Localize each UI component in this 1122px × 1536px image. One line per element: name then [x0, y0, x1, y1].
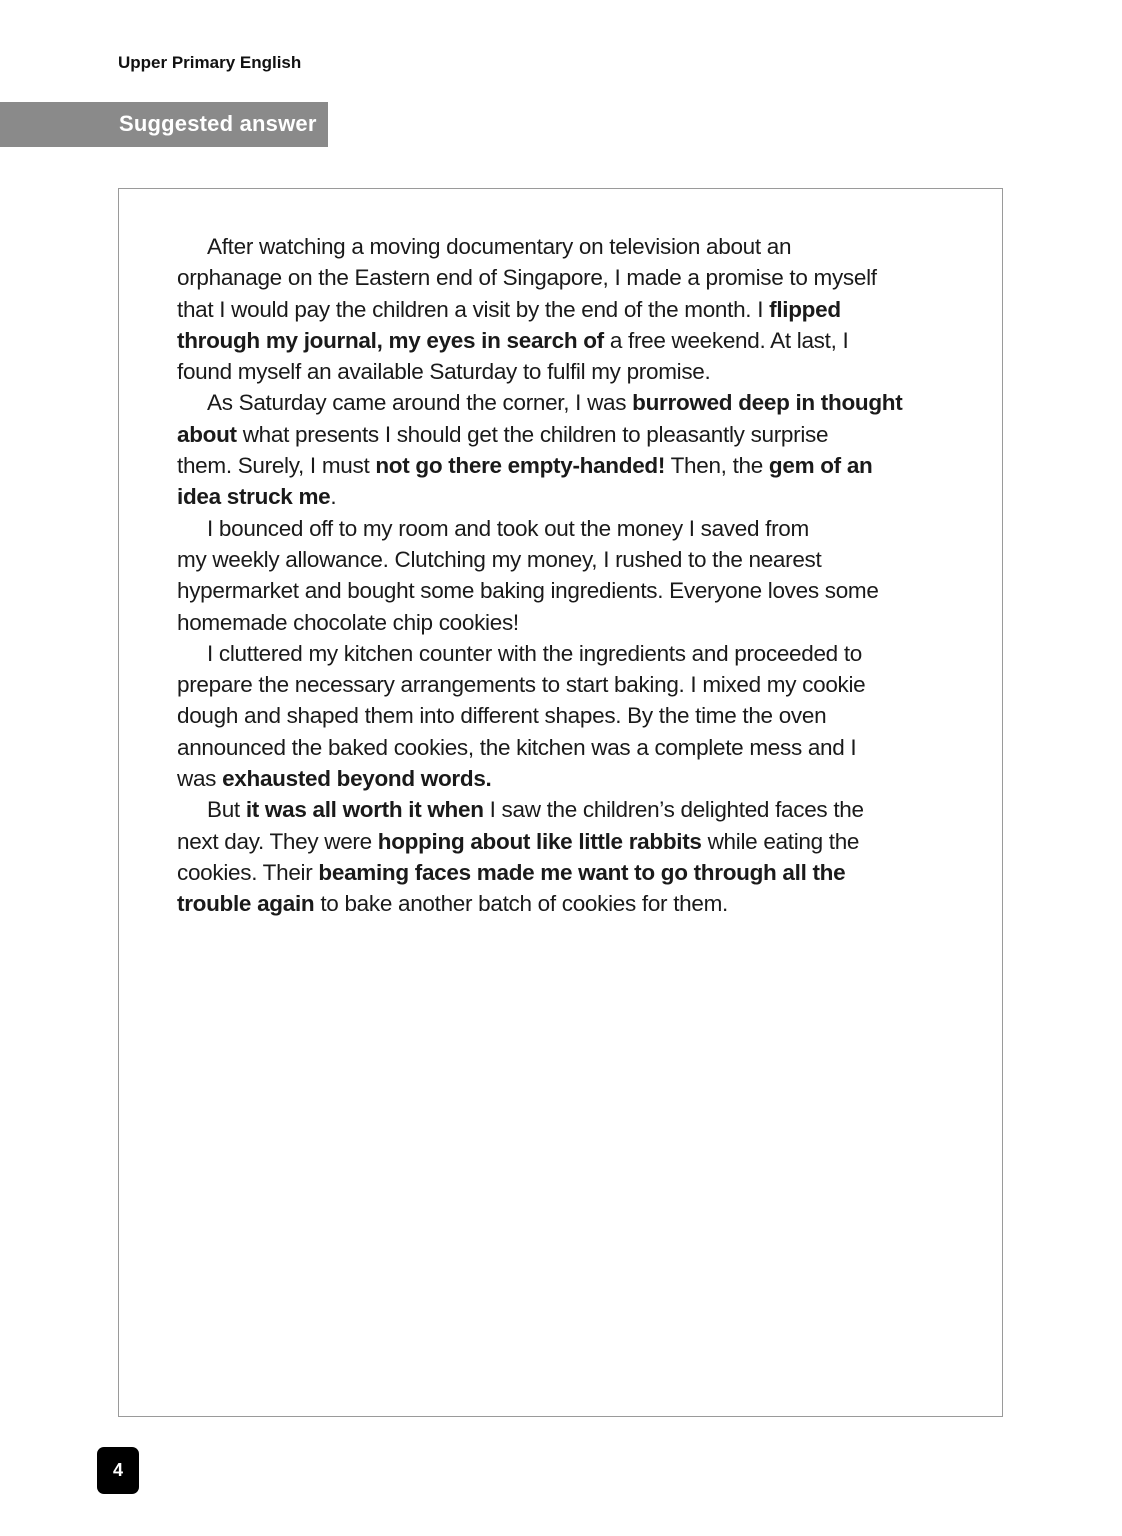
essay-line [177, 575, 977, 606]
bold-phrase: burrowed deep in thought [632, 390, 903, 416]
text-run: Then, the [665, 453, 769, 479]
text-run: that I would pay the children a visit by the end of the month. I [177, 296, 770, 322]
text-run: to bake another batch of cookies for them. [314, 891, 728, 917]
text-run: announced the baked cookies, the kitchen was a complete mess and I [177, 734, 857, 760]
essay-line [177, 888, 977, 919]
essay-line [177, 669, 977, 700]
text-run: what presents I should get the children to pleasantly surprise [236, 421, 829, 447]
essay-line [177, 387, 977, 418]
section-label: Suggested answer [119, 111, 317, 136]
bold-phrase: trouble again [177, 891, 315, 917]
essay-line [177, 450, 977, 481]
text-run: After watching a moving documentary on television about an [207, 234, 792, 259]
bold-phrase: exhausted beyond words. [222, 766, 492, 792]
text-run: my weekly allowance. Clutching my money, I rushed to the nearest [177, 546, 822, 572]
essay-line [177, 325, 977, 356]
bold-phrase: not go there empty-handed! [375, 453, 666, 479]
bold-phrase: about [177, 421, 237, 447]
text-run: a free weekend. At last, I [603, 327, 849, 353]
text-run: I cluttered my kitchen counter with the ingredients and proceeded to [207, 640, 862, 666]
text-run: orphanage on the Eastern end of Singapore, I made a promise to myself [177, 265, 877, 291]
section-banner [0, 102, 328, 147]
essay-line [177, 700, 977, 731]
essay-line [177, 732, 977, 763]
text-run: was [177, 766, 223, 792]
text-run: hypermarket and bought some baking ingredients. Everyone loves some [177, 578, 879, 604]
essay-line [177, 356, 977, 387]
text-run: prepare the necessary arrangements to start baking. I mixed my cookie [177, 672, 866, 698]
essay-line [177, 857, 977, 888]
essay-text [177, 231, 977, 920]
bold-phrase: flipped [769, 296, 841, 322]
essay-line [177, 763, 977, 794]
page-number: 4 [97, 1447, 139, 1494]
text-run: next day. They were [177, 828, 378, 854]
text-run: while eating the [701, 828, 860, 854]
bold-phrase: hopping about like little rabbits [377, 828, 702, 854]
bold-phrase: gem of an [768, 453, 873, 479]
essay-line [177, 231, 977, 262]
text-run: homemade chocolate chip cookies! [177, 609, 519, 635]
essay-line [177, 638, 977, 669]
bold-phrase: beaming faces made me want to go through all the [318, 859, 846, 885]
essay-line [177, 826, 977, 857]
text-run: dough and shaped them into different shapes. By the time the oven [177, 703, 827, 729]
bold-phrase: idea struck me [177, 484, 331, 510]
essay-line [177, 481, 977, 512]
text-run: them. Surely, I must [177, 453, 376, 479]
essay-line [177, 794, 977, 825]
text-run: . [330, 484, 337, 510]
text-run: But [207, 797, 246, 823]
essay-line [177, 607, 977, 638]
bold-phrase: it was all worth it when [245, 797, 484, 823]
text-run: I bounced off to my room and took out the money I saved from [207, 515, 809, 541]
essay-line [177, 262, 977, 293]
text-run: found myself an available Saturday to fulfil my promise. [177, 359, 711, 385]
text-run: cookies. Their [177, 859, 319, 885]
bold-phrase: through my journal, my eyes in search of [177, 327, 604, 353]
running-title: Upper Primary English [118, 53, 302, 72]
text-run: As Saturday came around the corner, I was [207, 390, 633, 416]
text-run: I saw the children’s delighted faces the [483, 797, 864, 823]
essay-line [177, 513, 977, 544]
essay-line [177, 544, 977, 575]
essay-line [177, 294, 977, 325]
essay-line [177, 419, 977, 450]
